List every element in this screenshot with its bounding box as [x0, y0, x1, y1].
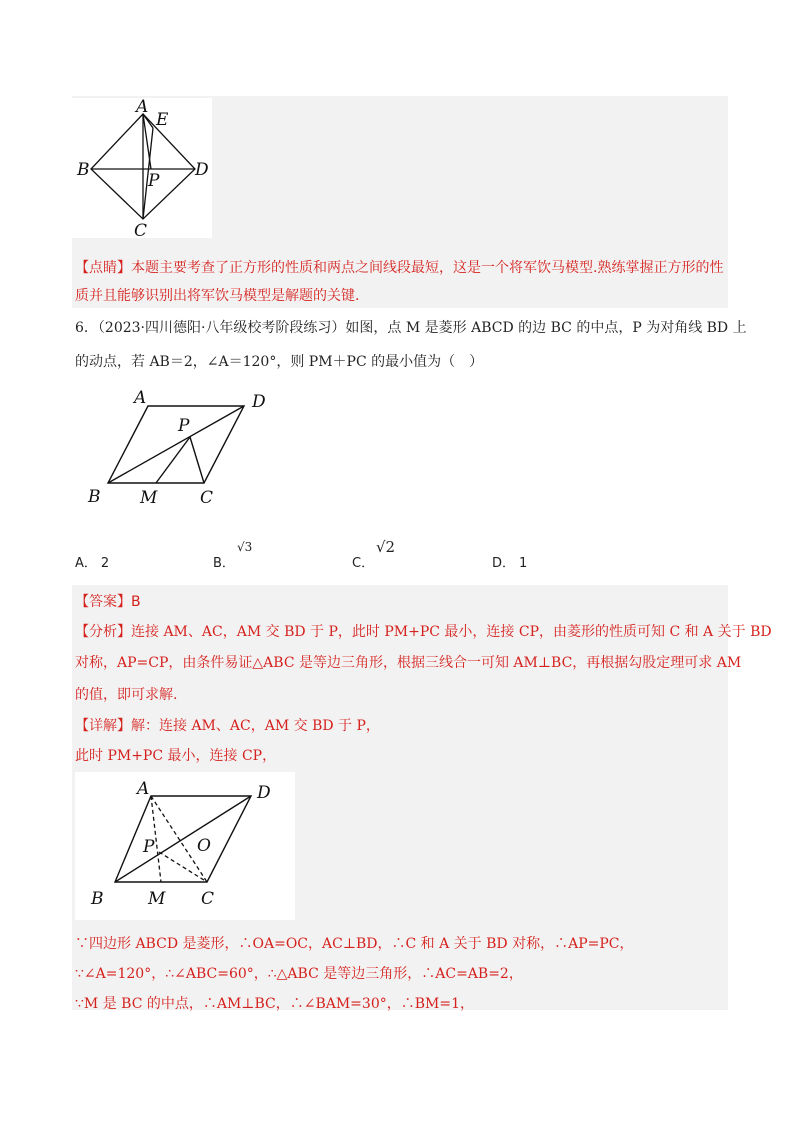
- proof-line-3: ∵M 是 BC 的中点，∴AM⊥BC，∴∠BAM=30°，∴BM=1，: [75, 996, 474, 1012]
- option-a-letter: A．: [75, 556, 97, 571]
- analysis-line-2: 对称，AP=CP，由条件易证△ABC 是等边三角形，根据三线合一可知 AM⊥BC，再根据勾股定理可求 AM: [75, 655, 742, 671]
- proof-line-2: ∵∠A=120°，∴∠ABC=60°，∴△ABC 是等边三角形，∴AC=AB=2，: [75, 966, 523, 982]
- label-c: C: [201, 889, 215, 909]
- label-b: B: [77, 160, 90, 180]
- square-figure-svg: [72, 98, 212, 238]
- label-a: A: [137, 779, 150, 799]
- detail-tag: 【详解】: [75, 718, 131, 734]
- question-line-2: 的动点，若 AB＝2，∠A＝120°，则 PM＋PC 的最小值为（ ）: [75, 354, 484, 370]
- label-p: P: [143, 837, 155, 857]
- option-c-value: √2: [376, 538, 396, 556]
- label-e: E: [156, 110, 169, 130]
- option-b-value: √3: [237, 540, 253, 554]
- option-d[interactable]: [492, 552, 527, 571]
- proof-line-1: ∵四边形 ABCD 是菱形，∴OA=OC，AC⊥BD，∴C 和 A 关于 BD 对称，∴AP=PC，: [75, 936, 634, 952]
- label-d: D: [195, 160, 209, 180]
- label-d: D: [257, 783, 271, 803]
- answer-line: [75, 592, 141, 612]
- label-m: M: [148, 889, 166, 909]
- segment-pc: [190, 437, 204, 483]
- comment-line-2: 质并且能够识别出将军饮马模型是解题的关键.: [75, 288, 360, 304]
- segment-mp: [156, 437, 190, 483]
- option-c[interactable]: [352, 552, 374, 571]
- question-line-1: 6．（2023·四川德阳·八年级校考阶段练习）如图，点 M 是菱形 ABCD 的边 BC 的中点，P 为对角线 BD 上: [75, 320, 747, 336]
- label-m: M: [140, 488, 158, 508]
- option-c-letter: C．: [352, 556, 375, 571]
- analysis-text-1: 连接 AM、AC，AM 交 BD 于 P，此时 PM+PC 最小，连接 CP，由菱形的性质可知 C 和 A 关于 BD: [131, 624, 772, 640]
- rhombus-figure: [82, 385, 282, 510]
- comment-tag: 【点睛】: [75, 260, 131, 276]
- label-p: P: [148, 171, 160, 191]
- label-a: A: [134, 388, 147, 408]
- label-o: O: [197, 836, 211, 856]
- comment-text-1: 本题主要考查了正方形的性质和两点之间线段最短，这是一个将军饮马模型.熟练掌握正方形的性: [131, 260, 724, 276]
- label-c: C: [134, 221, 148, 238]
- option-b[interactable]: [213, 552, 235, 571]
- option-a[interactable]: [75, 552, 109, 571]
- diagonal-bd: [115, 796, 251, 882]
- answer-tag: 【答案】: [75, 594, 131, 610]
- segment-ap: [143, 114, 151, 169]
- detail-line-1: [75, 716, 380, 736]
- label-b: B: [91, 889, 104, 909]
- label-p: P: [178, 416, 190, 436]
- answer-value: B: [131, 594, 141, 610]
- solution-figure: [75, 772, 295, 920]
- label-b: B: [88, 487, 101, 507]
- rhombus-figure-svg: [82, 385, 282, 510]
- analysis-line-3: 的值，即可求解.: [75, 687, 178, 703]
- label-a: A: [136, 98, 149, 117]
- detail-text-1: 解：连接 AM、AC，AM 交 BD 于 P，: [131, 718, 380, 734]
- comment-line-1: [75, 258, 723, 278]
- analysis-tag: 【分析】: [75, 624, 131, 640]
- label-c: C: [200, 488, 214, 508]
- option-a-value: 2: [100, 556, 110, 571]
- option-d-value: 1: [519, 556, 528, 571]
- solution-figure-svg: [75, 772, 295, 920]
- label-d: D: [252, 392, 266, 412]
- option-d-letter: D．: [492, 556, 516, 571]
- analysis-line-1: [75, 622, 772, 642]
- detail-line-2: 此时 PM+PC 最小，连接 CP，: [75, 748, 277, 764]
- option-b-letter: B．: [213, 556, 235, 571]
- dashed-pc: [159, 852, 207, 882]
- square-figure: [72, 98, 212, 238]
